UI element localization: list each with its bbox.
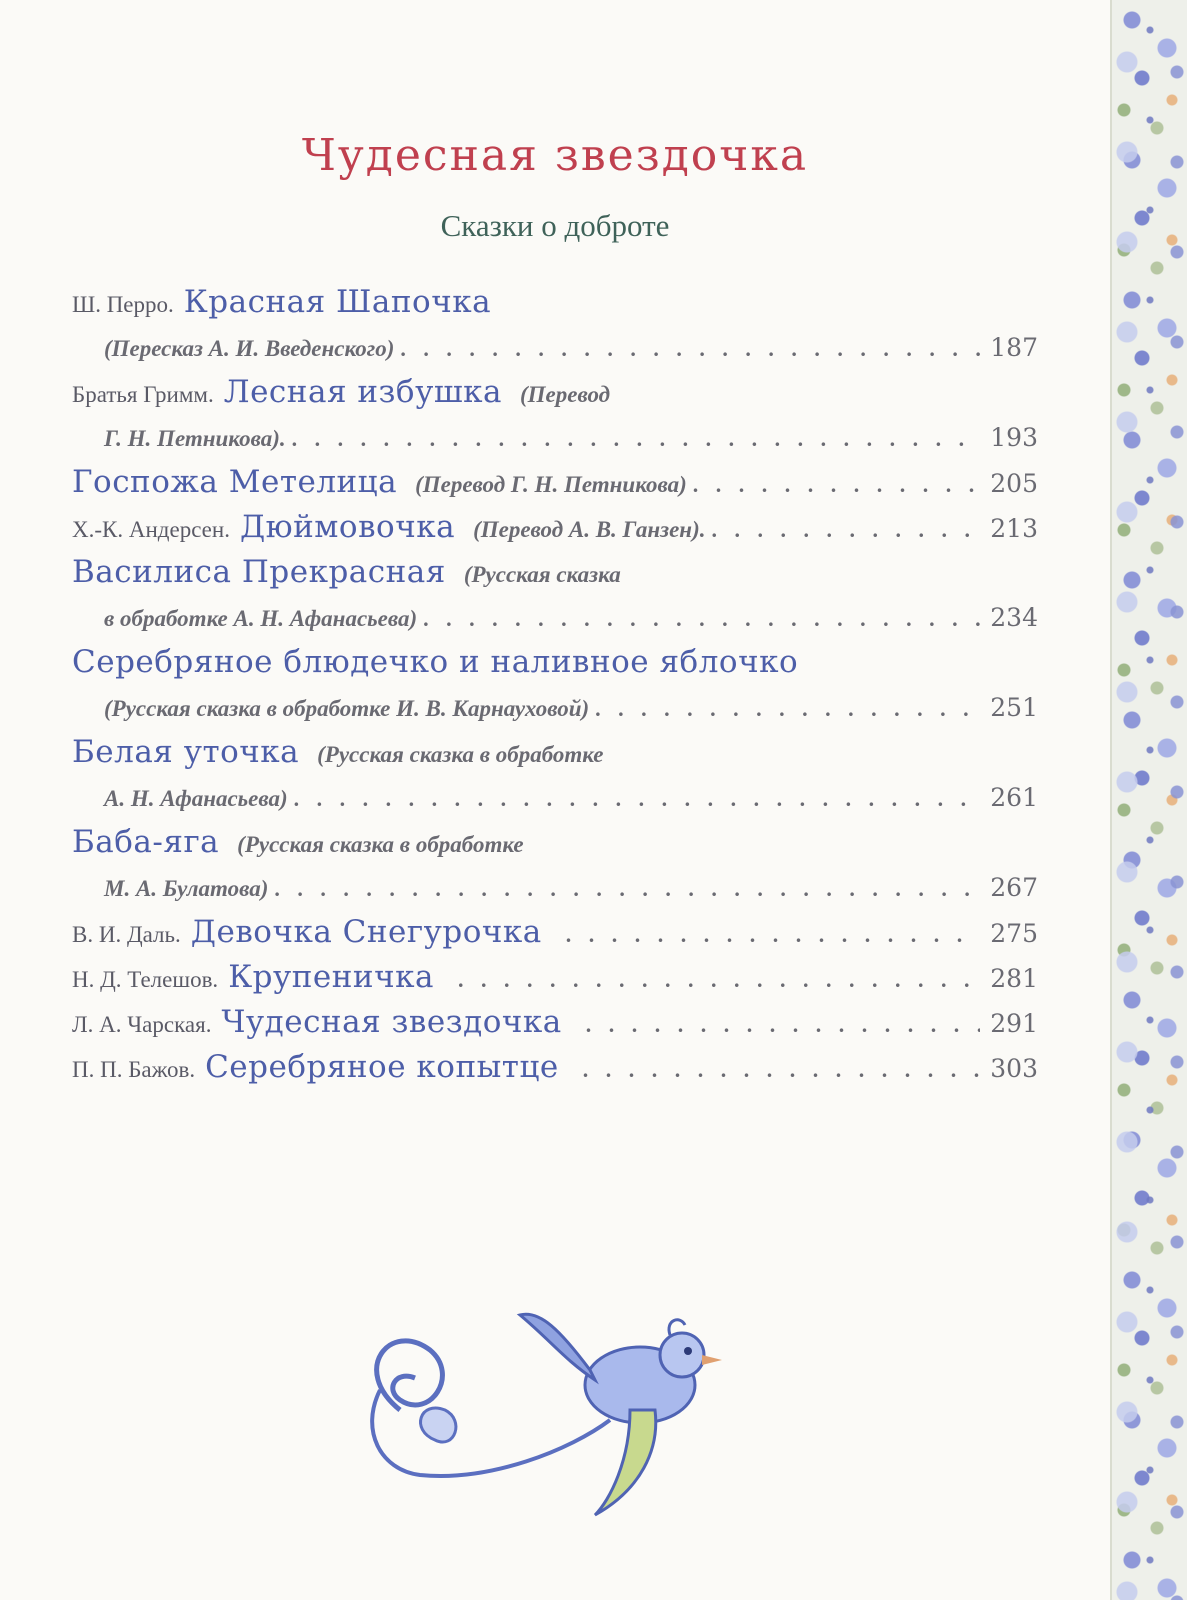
toc-story-title: Белая уточка xyxy=(72,734,300,770)
toc-story-title: Серебряное копытце xyxy=(205,1049,559,1085)
toc-line xyxy=(72,370,1038,415)
toc-leader-dots xyxy=(583,1047,980,1092)
bird-with-swirl-icon xyxy=(340,1300,740,1520)
toc-story-title: Серебряное блюдечко и наливное яблочко xyxy=(72,644,799,680)
toc-note: (Пересказ А. И. Введенского) xyxy=(104,336,395,361)
toc-line xyxy=(72,505,1038,550)
toc-entry xyxy=(72,1000,1038,1045)
toc-entry xyxy=(72,1045,1038,1090)
toc-page-number: 261 xyxy=(990,783,1038,812)
toc-story-title: Дюймовочка xyxy=(239,509,456,545)
toc-entry xyxy=(72,955,1038,1000)
toc-note: (Русская сказка в обработке xyxy=(237,832,524,857)
toc-line xyxy=(72,460,1038,505)
toc-leader-dots xyxy=(400,326,980,371)
toc-story-title: Баба-яга xyxy=(72,824,220,860)
toc-page-number: 281 xyxy=(990,964,1038,993)
toc-line xyxy=(72,775,1038,820)
toc-page-number: 267 xyxy=(990,873,1038,902)
toc-line xyxy=(72,550,1038,595)
toc-line xyxy=(72,685,1038,730)
toc-page-number: 193 xyxy=(990,423,1038,452)
toc-page-number: 291 xyxy=(990,1009,1038,1038)
toc-page-number: 213 xyxy=(990,514,1038,543)
toc-story-title: Василиса Прекрасная xyxy=(72,554,446,590)
toc-author: Братья Гримм. xyxy=(72,382,214,407)
toc-author: В. И. Даль. xyxy=(72,922,181,947)
toc-story-title: Красная Шапочка xyxy=(183,284,492,320)
toc-note: (Перевод xyxy=(520,382,611,407)
toc-line xyxy=(72,1000,1038,1045)
toc-leader-dots xyxy=(586,1002,980,1047)
toc-line xyxy=(72,865,1038,910)
toc-line xyxy=(72,415,1038,460)
toc-story-title: Госпожа Метелица xyxy=(72,464,398,500)
toc-note: (Перевод А. В. Ганзен). xyxy=(473,517,706,542)
toc-page-number: 234 xyxy=(990,603,1038,632)
toc-story-title: Девочка Снегурочка xyxy=(190,914,542,950)
toc-line xyxy=(72,280,1038,325)
toc-author: П. П. Бажов. xyxy=(72,1057,196,1082)
toc-entry xyxy=(72,280,1038,370)
toc-entry xyxy=(72,820,1038,910)
toc-entry xyxy=(72,640,1038,730)
page-title: Чудесная звездочка xyxy=(301,130,809,181)
toc-leader-dots xyxy=(566,912,980,957)
toc-line xyxy=(72,325,1038,370)
toc-page-number: 275 xyxy=(990,919,1038,948)
toc-author: Н. Д. Телешов. xyxy=(72,967,219,992)
toc-leader-dots xyxy=(274,866,980,911)
toc-story-title: Крупеничка xyxy=(228,959,434,995)
toc-line xyxy=(72,955,1038,1000)
toc-leader-dots xyxy=(292,416,980,461)
toc-entry xyxy=(72,550,1038,640)
toc-line xyxy=(72,910,1038,955)
toc-line xyxy=(72,640,1038,685)
toc-entry xyxy=(72,910,1038,955)
toc-page-number: 251 xyxy=(990,693,1038,722)
toc-leader-dots xyxy=(458,957,980,1002)
toc-note: в обработке А. Н. Афанасьева) xyxy=(104,606,418,631)
toc-leader-dots xyxy=(693,462,980,507)
floral-border-icon xyxy=(1110,0,1187,1600)
toc-leader-dots xyxy=(423,596,980,641)
page-subtitle: Сказки о доброте xyxy=(440,208,670,243)
table-of-contents xyxy=(72,280,1038,1090)
toc-entry xyxy=(72,730,1038,820)
toc-line xyxy=(72,595,1038,640)
toc-note: (Русская сказка в обработке И. В. Карнауховой) xyxy=(104,696,590,721)
toc-entry xyxy=(72,505,1038,550)
toc-line xyxy=(72,730,1038,775)
toc-page-number: 303 xyxy=(990,1054,1038,1083)
toc-line xyxy=(72,1045,1038,1090)
toc-story-title: Лесная избушка xyxy=(223,374,502,410)
toc-note: (Русская сказка в обработке xyxy=(317,742,604,767)
toc-note: М. А. Булатова) xyxy=(104,876,269,901)
toc-note: Г. Н. Петникова). xyxy=(104,426,286,451)
toc-leader-dots xyxy=(712,507,981,552)
toc-author: Ш. Перро. xyxy=(72,292,174,317)
toc-entry xyxy=(72,460,1038,505)
toc-note: (Русская сказка xyxy=(463,562,621,587)
toc-page-number: 205 xyxy=(990,469,1038,498)
toc-story-title: Чудесная звездочка xyxy=(221,1004,562,1040)
toc-note: А. Н. Афанасьева) xyxy=(104,786,288,811)
toc-leader-dots xyxy=(294,776,980,821)
toc-note: (Перевод Г. Н. Петникова) xyxy=(415,472,687,497)
toc-author: Л. А. Чарская. xyxy=(72,1012,212,1037)
toc-author: Х.-К. Андерсен. xyxy=(72,517,230,542)
toc-page-number: 187 xyxy=(990,333,1038,362)
toc-entry xyxy=(72,370,1038,460)
toc-line xyxy=(72,820,1038,865)
toc-leader-dots xyxy=(595,686,980,731)
